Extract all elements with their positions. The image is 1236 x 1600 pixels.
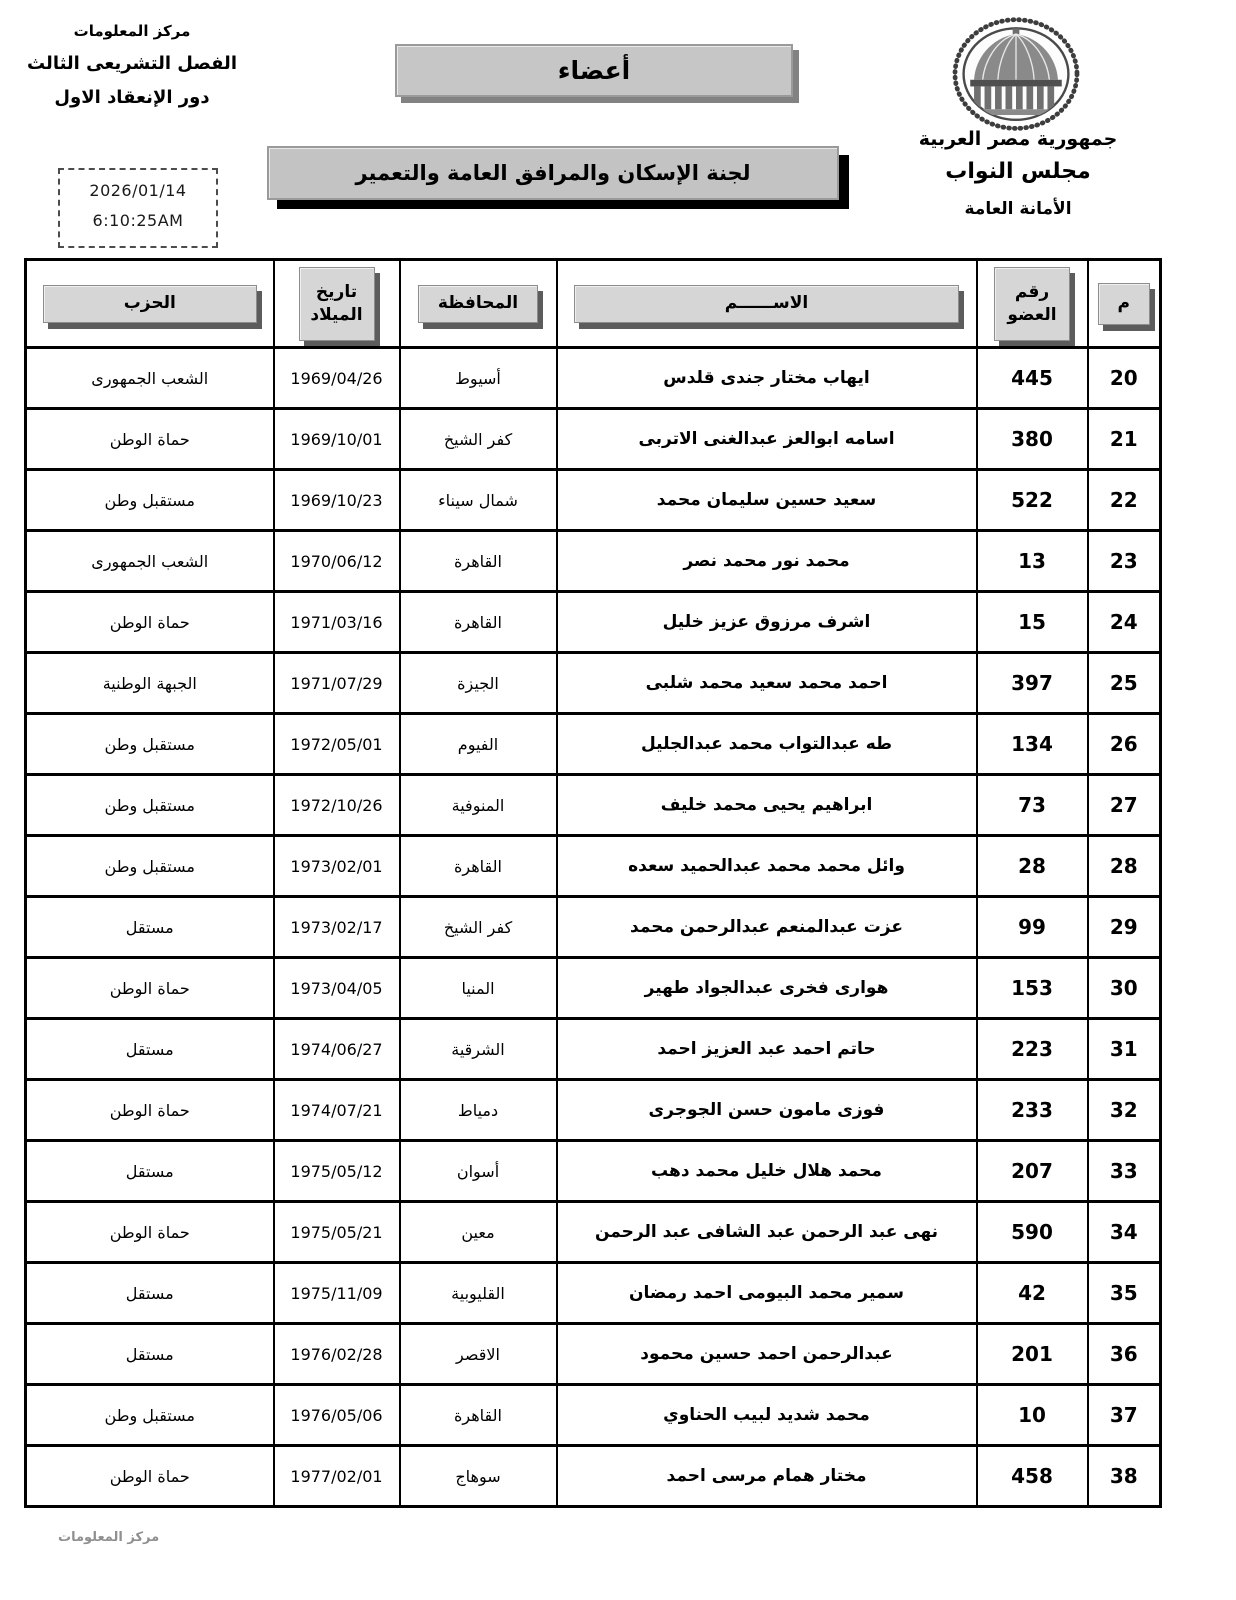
cell-row-number: 29 bbox=[1088, 897, 1161, 958]
cell-member-id: 42 bbox=[977, 1263, 1088, 1324]
table-header-row bbox=[26, 260, 1161, 348]
cell-governorate: معين bbox=[400, 1202, 557, 1263]
cell-birth-date: 1975/05/21 bbox=[274, 1202, 400, 1263]
member-row bbox=[26, 958, 1161, 1019]
cell-member-id: 10 bbox=[977, 1385, 1088, 1446]
cell-member-id: 201 bbox=[977, 1324, 1088, 1385]
cell-row-number: 38 bbox=[1088, 1446, 1161, 1507]
cell-row-number: 35 bbox=[1088, 1263, 1161, 1324]
session-round-label: دور الإنعقاد الاول bbox=[54, 87, 210, 108]
cell-governorate: أسوان bbox=[400, 1141, 557, 1202]
cell-member-name: اسامه ابوالعز عبدالغنى الاتربى bbox=[557, 409, 977, 470]
cell-member-id: 73 bbox=[977, 775, 1088, 836]
cell-member-name: نهى عبد الرحمن عبد الشافى عبد الرحمن bbox=[557, 1202, 977, 1263]
republic-name: جمهورية مصر العربية bbox=[918, 128, 1118, 150]
member-row bbox=[26, 897, 1161, 958]
committee-title: لجنة الإسكان والمرافق العامة والتعمير bbox=[355, 161, 751, 185]
cell-birth-date: 1973/02/01 bbox=[274, 836, 400, 897]
cell-party: الشعب الجمهورى bbox=[26, 348, 274, 409]
cell-party: حماة الوطن bbox=[26, 1446, 274, 1507]
parliament-dome-logo-icon bbox=[946, 14, 1086, 136]
member-row bbox=[26, 1324, 1161, 1385]
cell-party: مستقبل وطن bbox=[26, 470, 274, 531]
col-header-birth-date-box: تاريخ الميلاد bbox=[299, 267, 375, 341]
print-date: 2026/01/14 bbox=[89, 181, 187, 200]
cell-member-name: اشرف مرزوق عزيز خليل bbox=[557, 592, 977, 653]
footer-info-center: مركز المعلومات bbox=[58, 1530, 160, 1545]
cell-row-number: 22 bbox=[1088, 470, 1161, 531]
cell-governorate: الجيزة bbox=[400, 653, 557, 714]
cell-member-id: 223 bbox=[977, 1019, 1088, 1080]
cell-party: مستقل bbox=[26, 1141, 274, 1202]
cell-governorate: كفر الشيخ bbox=[400, 409, 557, 470]
cell-governorate: أسيوط bbox=[400, 348, 557, 409]
cell-governorate: القاهرة bbox=[400, 531, 557, 592]
cell-party: حماة الوطن bbox=[26, 1202, 274, 1263]
col-header-party bbox=[26, 260, 274, 348]
cell-birth-date: 1969/10/23 bbox=[274, 470, 400, 531]
cell-row-number: 33 bbox=[1088, 1141, 1161, 1202]
member-row bbox=[26, 775, 1161, 836]
cell-member-id: 445 bbox=[977, 348, 1088, 409]
cell-party: مستقبل وطن bbox=[26, 775, 274, 836]
cell-member-id: 13 bbox=[977, 531, 1088, 592]
legislative-term-label: الفصل التشريعى الثالث bbox=[27, 53, 237, 74]
cell-governorate: الاقصر bbox=[400, 1324, 557, 1385]
col-header-serial bbox=[1088, 260, 1161, 348]
col-header-governorate-box: المحافظة bbox=[418, 285, 539, 323]
cell-party: مستقبل وطن bbox=[26, 714, 274, 775]
cell-member-name: حاتم احمد عبد العزيز احمد bbox=[557, 1019, 977, 1080]
cell-governorate: المنوفية bbox=[400, 775, 557, 836]
cell-birth-date: 1975/11/09 bbox=[274, 1263, 400, 1324]
cell-member-name: سعيد حسين سليمان محمد bbox=[557, 470, 977, 531]
report-meta-block bbox=[26, 22, 238, 108]
secretariat-name: الأمانة العامة bbox=[964, 199, 1072, 219]
col-header-birth-date bbox=[274, 260, 400, 348]
col-header-member-id bbox=[977, 260, 1088, 348]
cell-member-name: محمد شديد لبيب الحناوي bbox=[557, 1385, 977, 1446]
cell-row-number: 20 bbox=[1088, 348, 1161, 409]
cell-party: حماة الوطن bbox=[26, 958, 274, 1019]
cell-row-number: 34 bbox=[1088, 1202, 1161, 1263]
cell-member-name: محمد نور محمد نصر bbox=[557, 531, 977, 592]
cell-birth-date: 1976/05/06 bbox=[274, 1385, 400, 1446]
member-row bbox=[26, 1080, 1161, 1141]
cell-birth-date: 1971/03/16 bbox=[274, 592, 400, 653]
cell-birth-date: 1973/02/17 bbox=[274, 897, 400, 958]
cell-governorate: الشرقية bbox=[400, 1019, 557, 1080]
print-time: 6:10:25AM bbox=[92, 211, 184, 230]
print-datetime-box bbox=[58, 168, 218, 248]
cell-member-name: ابراهيم يحيى محمد خليف bbox=[557, 775, 977, 836]
cell-governorate: شمال سيناء bbox=[400, 470, 557, 531]
cell-party: مستقل bbox=[26, 1019, 274, 1080]
cell-party: الجبهة الوطنية bbox=[26, 653, 274, 714]
cell-member-name: عبدالرحمن احمد حسين محمود bbox=[557, 1324, 977, 1385]
parliament-name: مجلس النواب bbox=[945, 159, 1091, 184]
cell-birth-date: 1971/07/29 bbox=[274, 653, 400, 714]
col-header-serial-box: م bbox=[1098, 283, 1150, 325]
member-row bbox=[26, 1019, 1161, 1080]
member-row bbox=[26, 1385, 1161, 1446]
cell-member-name: طه عبدالتواب محمد عبدالجليل bbox=[557, 714, 977, 775]
member-row bbox=[26, 836, 1161, 897]
cell-governorate: المنيا bbox=[400, 958, 557, 1019]
cell-party: مستقبل وطن bbox=[26, 1385, 274, 1446]
cell-birth-date: 1969/04/26 bbox=[274, 348, 400, 409]
col-header-governorate bbox=[400, 260, 557, 348]
cell-member-id: 380 bbox=[977, 409, 1088, 470]
cell-member-id: 153 bbox=[977, 958, 1088, 1019]
members-title-box bbox=[395, 44, 793, 97]
cell-member-name: عزت عبدالمنعم عبدالرحمن محمد bbox=[557, 897, 977, 958]
cell-row-number: 21 bbox=[1088, 409, 1161, 470]
cell-party: مستقل bbox=[26, 1263, 274, 1324]
cell-party: حماة الوطن bbox=[26, 1080, 274, 1141]
cell-party: مستقبل وطن bbox=[26, 836, 274, 897]
cell-row-number: 36 bbox=[1088, 1324, 1161, 1385]
cell-member-id: 458 bbox=[977, 1446, 1088, 1507]
cell-member-id: 28 bbox=[977, 836, 1088, 897]
cell-party: حماة الوطن bbox=[26, 592, 274, 653]
cell-birth-date: 1974/07/21 bbox=[274, 1080, 400, 1141]
cell-birth-date: 1972/10/26 bbox=[274, 775, 400, 836]
cell-row-number: 37 bbox=[1088, 1385, 1161, 1446]
cell-birth-date: 1969/10/01 bbox=[274, 409, 400, 470]
cell-member-id: 207 bbox=[977, 1141, 1088, 1202]
cell-row-number: 32 bbox=[1088, 1080, 1161, 1141]
cell-member-id: 99 bbox=[977, 897, 1088, 958]
member-row bbox=[26, 531, 1161, 592]
committee-title-box bbox=[267, 146, 839, 200]
cell-member-name: فوزى مامون حسن الجوجرى bbox=[557, 1080, 977, 1141]
cell-member-name: مختار همام مرسى احمد bbox=[557, 1446, 977, 1507]
col-header-name-box: الاســــــم bbox=[574, 285, 959, 323]
members-title: أعضاء bbox=[557, 56, 631, 85]
cell-row-number: 31 bbox=[1088, 1019, 1161, 1080]
cell-governorate: الفيوم bbox=[400, 714, 557, 775]
cell-governorate: القاهرة bbox=[400, 836, 557, 897]
cell-birth-date: 1973/04/05 bbox=[274, 958, 400, 1019]
member-row bbox=[26, 592, 1161, 653]
cell-birth-date: 1977/02/01 bbox=[274, 1446, 400, 1507]
member-row bbox=[26, 470, 1161, 531]
col-header-party-box: الحزب bbox=[43, 285, 257, 323]
cell-governorate: كفر الشيخ bbox=[400, 897, 557, 958]
cell-birth-date: 1975/05/12 bbox=[274, 1141, 400, 1202]
cell-party: مستقل bbox=[26, 1324, 274, 1385]
cell-party: مستقل bbox=[26, 897, 274, 958]
cell-member-id: 397 bbox=[977, 653, 1088, 714]
cell-row-number: 26 bbox=[1088, 714, 1161, 775]
cell-row-number: 30 bbox=[1088, 958, 1161, 1019]
member-row bbox=[26, 1141, 1161, 1202]
cell-party: حماة الوطن bbox=[26, 409, 274, 470]
cell-row-number: 24 bbox=[1088, 592, 1161, 653]
cell-party: الشعب الجمهورى bbox=[26, 531, 274, 592]
cell-member-id: 233 bbox=[977, 1080, 1088, 1141]
cell-governorate: دمياط bbox=[400, 1080, 557, 1141]
cell-birth-date: 1974/06/27 bbox=[274, 1019, 400, 1080]
col-header-member-id-box: رقم العضو bbox=[994, 267, 1070, 341]
cell-member-name: هوارى فخرى عبدالجواد طهير bbox=[557, 958, 977, 1019]
cell-row-number: 25 bbox=[1088, 653, 1161, 714]
cell-governorate: القاهرة bbox=[400, 592, 557, 653]
info-center-label: مركز المعلومات bbox=[73, 22, 191, 40]
member-row bbox=[26, 1202, 1161, 1263]
cell-birth-date: 1976/02/28 bbox=[274, 1324, 400, 1385]
members-table bbox=[24, 258, 1162, 1508]
member-row bbox=[26, 653, 1161, 714]
cell-member-name: سمير محمد البيومى احمد رمضان bbox=[557, 1263, 977, 1324]
cell-row-number: 27 bbox=[1088, 775, 1161, 836]
cell-governorate: القليوبية bbox=[400, 1263, 557, 1324]
col-header-name bbox=[557, 260, 977, 348]
member-row bbox=[26, 409, 1161, 470]
member-row bbox=[26, 348, 1161, 409]
cell-row-number: 23 bbox=[1088, 531, 1161, 592]
member-row bbox=[26, 714, 1161, 775]
cell-member-id: 522 bbox=[977, 470, 1088, 531]
member-row bbox=[26, 1446, 1161, 1507]
cell-row-number: 28 bbox=[1088, 836, 1161, 897]
cell-member-name: محمد هلال خليل محمد دهب bbox=[557, 1141, 977, 1202]
cell-member-name: ايهاب مختار جندى قلدس bbox=[557, 348, 977, 409]
cell-member-name: وائل محمد محمد عبدالحميد سعده bbox=[557, 836, 977, 897]
cell-member-id: 590 bbox=[977, 1202, 1088, 1263]
cell-birth-date: 1970/06/12 bbox=[274, 531, 400, 592]
table-body bbox=[26, 348, 1161, 1507]
cell-member-id: 134 bbox=[977, 714, 1088, 775]
cell-birth-date: 1972/05/01 bbox=[274, 714, 400, 775]
cell-governorate: سوهاج bbox=[400, 1446, 557, 1507]
cell-member-id: 15 bbox=[977, 592, 1088, 653]
cell-member-name: احمد محمد سعيد محمد شلبى bbox=[557, 653, 977, 714]
cell-governorate: القاهرة bbox=[400, 1385, 557, 1446]
org-names-block bbox=[880, 128, 1156, 219]
member-row bbox=[26, 1263, 1161, 1324]
